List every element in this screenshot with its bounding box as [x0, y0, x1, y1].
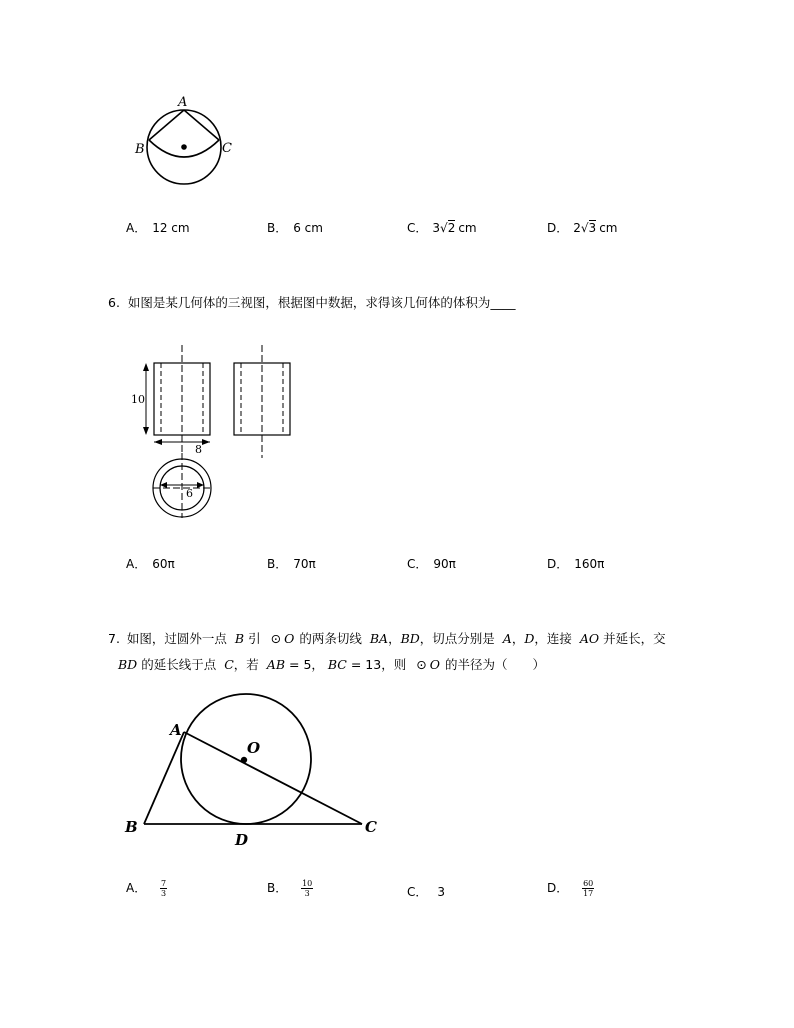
option-label: B． — [267, 221, 288, 235]
answer-blank: ____ — [490, 295, 516, 310]
circle-symbol: ⊙ — [270, 631, 282, 646]
fraction — [160, 879, 167, 898]
circle-o: O — [429, 657, 440, 672]
point-d: D — [524, 631, 535, 646]
segment-ba: BA — [369, 631, 389, 646]
text: ， — [311, 657, 324, 672]
option-value: 90π — [433, 557, 456, 571]
option-radicand: 3 — [588, 221, 597, 235]
value-bc: 13 — [365, 657, 382, 672]
numerator: 10 — [302, 879, 313, 888]
text: 的两条切线 — [299, 631, 362, 646]
q7-label-c: C — [365, 818, 377, 836]
q5-option-c[interactable] — [407, 219, 477, 236]
point-c: C — [224, 657, 234, 672]
width-label: 8 — [195, 443, 202, 456]
text: 的半径为（ ） — [444, 657, 545, 672]
q7-option-d[interactable] — [547, 879, 594, 898]
text: ， — [511, 631, 525, 646]
height-arrow-bottom — [143, 427, 149, 435]
q7-option-b[interactable] — [267, 879, 313, 898]
option-value: 70π — [293, 557, 316, 571]
q6-stem — [108, 293, 515, 311]
q7-stem-line1 — [108, 629, 666, 647]
option-radicand: 2 — [447, 221, 456, 235]
height-label: 10 — [131, 393, 145, 406]
tangent-ba — [144, 732, 184, 824]
option-label: C． — [407, 557, 428, 571]
q5-option-b[interactable] — [267, 219, 323, 236]
fraction — [301, 879, 313, 898]
option-value: 3 — [437, 885, 446, 899]
text: ，若 — [233, 657, 259, 672]
q5-option-a[interactable] — [126, 219, 190, 236]
q7-stem-line2 — [118, 655, 545, 673]
q7-label-b: B — [125, 818, 138, 836]
option-label: A． — [126, 557, 147, 571]
option-label: A． — [126, 881, 147, 895]
circle-o: O — [284, 631, 295, 646]
option-label: C． — [407, 885, 428, 899]
option-coefficient: 3 — [432, 221, 441, 235]
denominator: 3 — [304, 889, 310, 898]
question-text: 如图是某几何体的三视图，根据图中数据，求得该几何体的体积为 — [127, 295, 491, 310]
option-value: 12 cm — [152, 221, 190, 235]
option-label: B． — [267, 557, 288, 571]
denominator: 17 — [583, 889, 594, 898]
q7-label-o: O — [247, 739, 261, 757]
option-value: 60π — [152, 557, 175, 571]
numerator: 7 — [161, 879, 167, 888]
option-label: C． — [407, 221, 428, 235]
text: ，则 — [381, 657, 407, 672]
q5-label-c: C — [222, 141, 232, 156]
option-label: D． — [547, 881, 569, 895]
width-arrow-left — [154, 439, 162, 445]
sqrt-sign: √ — [580, 221, 589, 235]
option-value: 6 cm — [293, 221, 323, 235]
width-arrow-right — [202, 439, 210, 445]
segment-ab: AB — [266, 657, 286, 672]
option-unit: cm — [458, 221, 477, 235]
text: 引 — [248, 631, 261, 646]
text: 的延长线于点 — [141, 657, 217, 672]
numerator: 60 — [583, 879, 594, 888]
line-ac — [184, 732, 362, 824]
q7-option-a[interactable] — [126, 879, 167, 898]
q5-figure — [130, 92, 250, 192]
option-value: 160π — [574, 557, 605, 571]
inner-diameter-label: 6 — [186, 487, 193, 500]
option-unit: cm — [599, 221, 618, 235]
question-number: 7. — [108, 631, 120, 646]
q7-option-c[interactable] — [407, 883, 445, 900]
fraction — [582, 879, 594, 898]
segment-bc: BC — [327, 657, 347, 672]
q6-three-views-figure — [128, 340, 303, 520]
q5-option-d[interactable] — [547, 219, 617, 236]
height-arrow-top — [143, 363, 149, 371]
q5-center-dot — [181, 144, 187, 150]
point-a: A — [502, 631, 512, 646]
equals: = — [285, 657, 304, 672]
text: 如图，过圆外一点 — [126, 631, 227, 646]
text: ，切点分别是 — [419, 631, 495, 646]
q5-label-b: B — [135, 142, 145, 157]
q7-label-a: A — [170, 721, 182, 739]
segment-bd: BD — [400, 631, 420, 646]
question-number: 6. — [108, 295, 120, 310]
q6-option-a[interactable] — [126, 555, 175, 572]
center-o-dot — [241, 757, 247, 763]
q7-figure — [120, 690, 390, 850]
value-ab: 5 — [303, 657, 312, 672]
option-label: D． — [547, 557, 569, 571]
text: 并延长，交 — [603, 631, 666, 646]
q6-option-b[interactable] — [267, 555, 316, 572]
text: ，连接 — [534, 631, 572, 646]
equals: = — [346, 657, 366, 672]
point-b: B — [234, 631, 245, 646]
option-label: A． — [126, 221, 147, 235]
segment-bd: BD — [118, 657, 138, 672]
option-coefficient: 2 — [573, 221, 581, 235]
q6-option-c[interactable] — [407, 555, 456, 572]
option-label: B． — [267, 881, 288, 895]
circle-symbol: ⊙ — [416, 657, 427, 672]
denominator: 3 — [161, 889, 167, 898]
text: ， — [388, 631, 401, 646]
option-label: D． — [547, 221, 569, 235]
q7-label-d: D — [235, 831, 249, 849]
segment-ao: AO — [579, 631, 600, 646]
sqrt-sign: √ — [440, 221, 448, 235]
q5-label-a: A — [178, 95, 188, 110]
q6-option-d[interactable] — [547, 555, 604, 572]
